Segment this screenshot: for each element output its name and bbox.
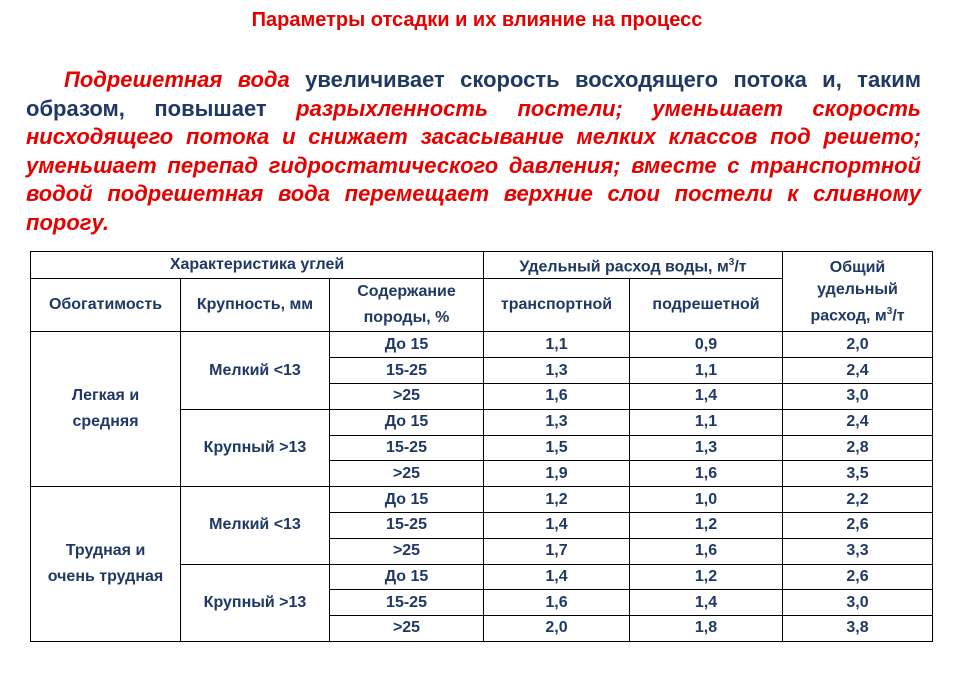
total-cell: 3,3: [783, 538, 933, 564]
rock-cell: До 15: [330, 487, 484, 513]
underscreen-cell: 1,4: [630, 383, 783, 409]
underscreen-cell: 1,3: [630, 435, 783, 461]
jigging-parameters-table: [30, 251, 933, 642]
intro-highlight: Подрешетная вода: [64, 67, 290, 92]
transport-cell: 1,2: [484, 487, 630, 513]
underscreen-cell: 1,6: [630, 461, 783, 487]
size-cell: Крупный >13: [181, 409, 330, 486]
rock-cell: До 15: [330, 409, 484, 435]
total-cell: 3,0: [783, 383, 933, 409]
transport-cell: 1,7: [484, 538, 630, 564]
underscreen-cell: 1,2: [630, 564, 783, 590]
table-row: [31, 487, 933, 513]
transport-cell: 1,4: [484, 512, 630, 538]
intro-paragraph: [26, 66, 921, 237]
transport-cell: 1,3: [484, 409, 630, 435]
rock-cell: 15-25: [330, 512, 484, 538]
rock-cell: До 15: [330, 332, 484, 358]
rock-cell: >25: [330, 616, 484, 642]
transport-cell: 1,9: [484, 461, 630, 487]
intro-highlight: разрыхленность постели; уменьшает скорость нисходящего потока и снижает засасывание мелких классов под решето; уменьшает перепад гидростатического давления; вместе с транспортной водой подрешетная вода перемещает верхние слои постели к сливному порогу.: [26, 95, 921, 235]
total-cell: 2,4: [783, 358, 933, 384]
underscreen-cell: 0,9: [630, 332, 783, 358]
size-cell: Мелкий <13: [181, 332, 330, 409]
transport-cell: 1,4: [484, 564, 630, 590]
transport-cell: 1,1: [484, 332, 630, 358]
total-cell: 3,0: [783, 590, 933, 616]
underscreen-cell: 1,1: [630, 409, 783, 435]
transport-cell: 2,0: [484, 616, 630, 642]
rock-cell: >25: [330, 538, 484, 564]
header-size: Крупность, мм: [181, 279, 330, 332]
rock-cell: >25: [330, 383, 484, 409]
intro-text: увеличивает скорость восходящего потока и, таким образом, повышает: [26, 67, 921, 121]
total-cell: 2,4: [783, 409, 933, 435]
total-cell: 2,2: [783, 487, 933, 513]
total-cell: 3,8: [783, 616, 933, 642]
header-rock-content: Содержание породы, %: [330, 279, 484, 332]
total-cell: 2,6: [783, 512, 933, 538]
total-cell: 2,8: [783, 435, 933, 461]
underscreen-cell: 1,0: [630, 487, 783, 513]
total-cell: 3,5: [783, 461, 933, 487]
transport-cell: 1,6: [484, 590, 630, 616]
header-water-flow: Удельный расход воды, $м^3/т$: [484, 252, 783, 279]
total-cell: 2,6: [783, 564, 933, 590]
underscreen-cell: 1,6: [630, 538, 783, 564]
underscreen-cell: 1,8: [630, 616, 783, 642]
underscreen-cell: 1,1: [630, 358, 783, 384]
header-washability: Обогатимость: [31, 279, 181, 332]
washability-cell: Легкая и средняя: [31, 332, 181, 487]
underscreen-cell: 1,4: [630, 590, 783, 616]
rock-cell: 15-25: [330, 358, 484, 384]
table-row: [31, 332, 933, 358]
header-underscreen-water: подрешетной: [630, 279, 783, 332]
rock-cell: >25: [330, 461, 484, 487]
rock-cell: 15-25: [330, 590, 484, 616]
header-coal-characteristics: Характеристика углей: [31, 252, 484, 279]
washability-cell: Трудная и очень трудная: [31, 487, 181, 642]
transport-cell: 1,6: [484, 383, 630, 409]
size-cell: Крупный >13: [181, 564, 330, 641]
transport-cell: 1,5: [484, 435, 630, 461]
underscreen-cell: 1,2: [630, 512, 783, 538]
rock-cell: До 15: [330, 564, 484, 590]
page-title: Параметры отсадки и их влияние на процесс: [251, 9, 703, 31]
header-transport-water: транспортной: [484, 279, 630, 332]
size-cell: Мелкий <13: [181, 487, 330, 564]
transport-cell: 1,3: [484, 358, 630, 384]
rock-cell: 15-25: [330, 435, 484, 461]
header-total-flow: Общий удельный расход, $м^3/т$: [783, 252, 933, 332]
total-cell: 2,0: [783, 332, 933, 358]
